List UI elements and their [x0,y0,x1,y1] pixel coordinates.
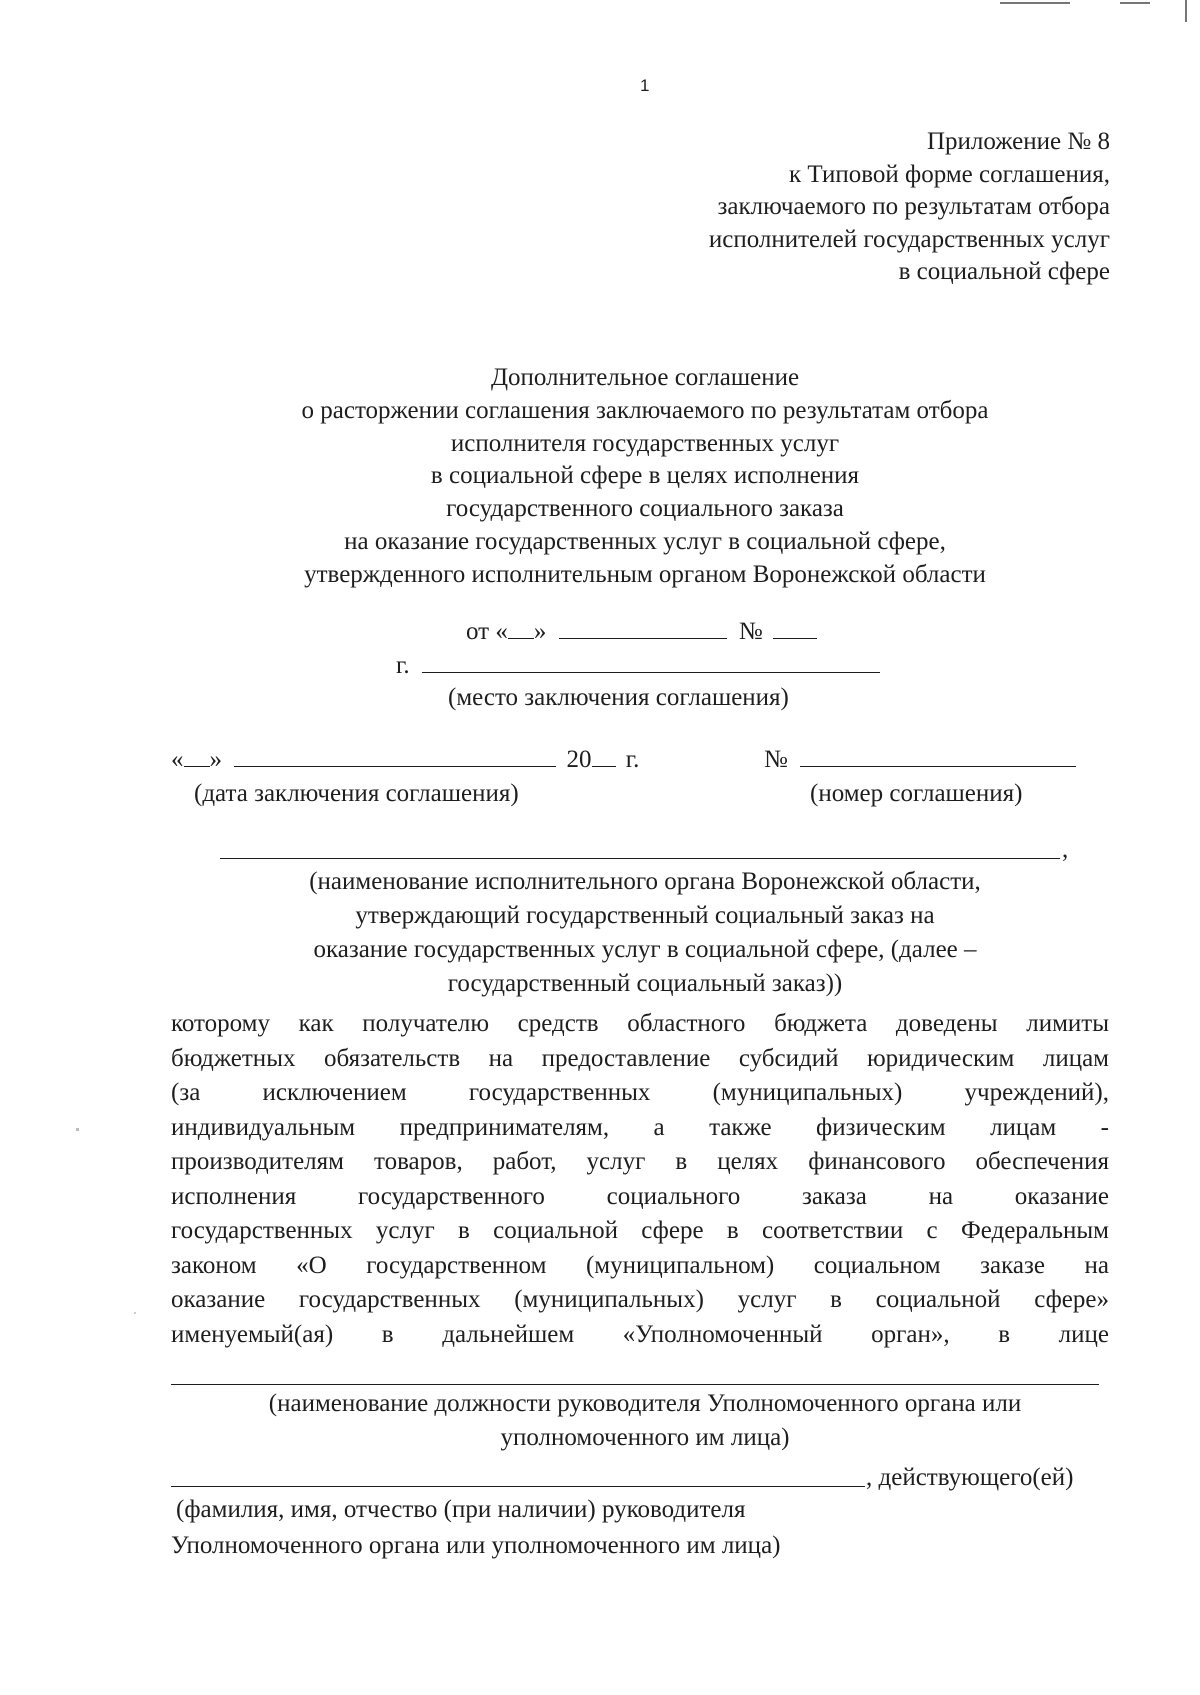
organization-trailing-comma: , [1062,836,1069,863]
year-prefix: 20 [566,746,592,773]
place-line [396,648,880,682]
scan-mark [1120,2,1150,4]
appendix-line: исполнителей государственных услуг [708,225,1110,253]
appendix-line: Приложение № 8 [926,128,1110,155]
date-caption: (дата заключения соглашения) [194,780,519,807]
position-caption [0,1388,1200,1456]
from-number-sign: № [738,618,763,645]
body-line: которому как получателю средств областного бюджета доведены лимиты [171,1010,1109,1037]
agreement-number-sign: № [764,746,788,773]
body-line: индивидуальным предпринимателям, а также физическим лицам - [171,1113,1109,1141]
date-quote-close: » [209,746,222,773]
from-day-blank[interactable] [508,614,534,639]
date-month-blank[interactable] [234,742,556,767]
organization-caption-line: оказание государственных услуг в социальной сфере, (далее – [313,936,977,963]
number-caption: (номер соглашения) [810,780,1023,807]
title-line: о расторжении соглашения заключаемого по результатам отбора [301,396,989,424]
title-line: на оказание государственных услуг в социальной сфере, [344,527,946,555]
place-caption: (место заключения соглашения) [448,684,789,711]
fio-caption-line: Уполномоченного органа или уполномоченного им лица) [171,1532,781,1559]
title-line: утвержденного исполнительным органом Воронежской области [304,560,986,588]
scan-speck [134,1312,136,1314]
title-line: исполнителя государственных услуг [450,429,840,457]
year-suffix: г. [625,746,640,773]
place-blank[interactable] [422,648,880,673]
body-line: производителям товаров, работ, услуг в целях финансового обеспечения [171,1148,1109,1175]
appendix-line: к Типовой форме соглашения, [788,160,1110,188]
body-line: исполнения государственного социального заказа на оказание [171,1182,1109,1210]
scan-mark [1000,2,1070,4]
from-month-blank[interactable] [559,614,727,639]
date-quote-open: « [171,746,184,773]
organization-caption [0,866,1200,1002]
position-caption-line: уполномоченного им лица) [500,1424,790,1451]
from-quote-close: » [533,618,547,645]
organization-caption-line: утверждающий государственный социальный заказ на [355,902,935,929]
fio-caption-line: (фамилия, имя, отчество (при наличии) руководителя [176,1496,746,1523]
appendix-line: заключаемого по результатам отбора [717,193,1110,221]
body-line: государственных услуг в социальной сфере в соответствии с Федеральным [171,1217,1109,1244]
body-line: оказание государственных (муниципальных) услуг в социальной сфере» [171,1286,1109,1313]
from-prefix: от « [466,618,508,645]
title-line: в социальной сфере в целях исполнения [430,462,860,490]
year-blank[interactable] [592,742,616,767]
scan-mark [1185,0,1187,22]
agreement-date-line [171,742,639,776]
appendix-line: в социальной сфере [898,258,1110,286]
organization-caption-line: (наименование исполнительного органа Воронежской области, [309,868,981,895]
fio-blank[interactable] [171,1486,865,1487]
appendix-header [709,126,1110,289]
body-line: (за исключением государственных (муниципальных) учреждений), [171,1079,1109,1106]
place-prefix: г. [396,652,410,679]
body-line: законом «О государственном (муниципальном) социальном заказе на [171,1251,1109,1279]
from-date-line [466,614,817,648]
date-day-blank[interactable] [184,742,210,767]
organization-caption-line: государственный социальный заказ)) [447,970,843,997]
position-caption-line: (наименование должности руководителя Уполномоченного органа или [268,1390,1022,1417]
body-line: бюджетных обязательств на предоставление субсидий юридическим лицам [171,1044,1109,1072]
body-line: именуемый(ая) в дальнейшем «Уполномоченный орган», в лице [171,1320,1109,1348]
scan-speck [76,1128,79,1131]
organization-name-blank[interactable] [220,858,1060,859]
agreement-number-line [764,742,1076,776]
acting-suffix: , действующего(ей) [866,1464,1074,1491]
body-paragraph [171,1008,1109,1353]
from-number-blank[interactable] [773,614,817,639]
title-line: государственного социального заказа [446,495,844,523]
position-blank[interactable] [171,1384,1099,1385]
title-line: Дополнительное соглашение [490,364,800,391]
document-title [0,362,1200,592]
agreement-number-blank[interactable] [800,742,1076,767]
page-number: 1 [640,76,650,95]
